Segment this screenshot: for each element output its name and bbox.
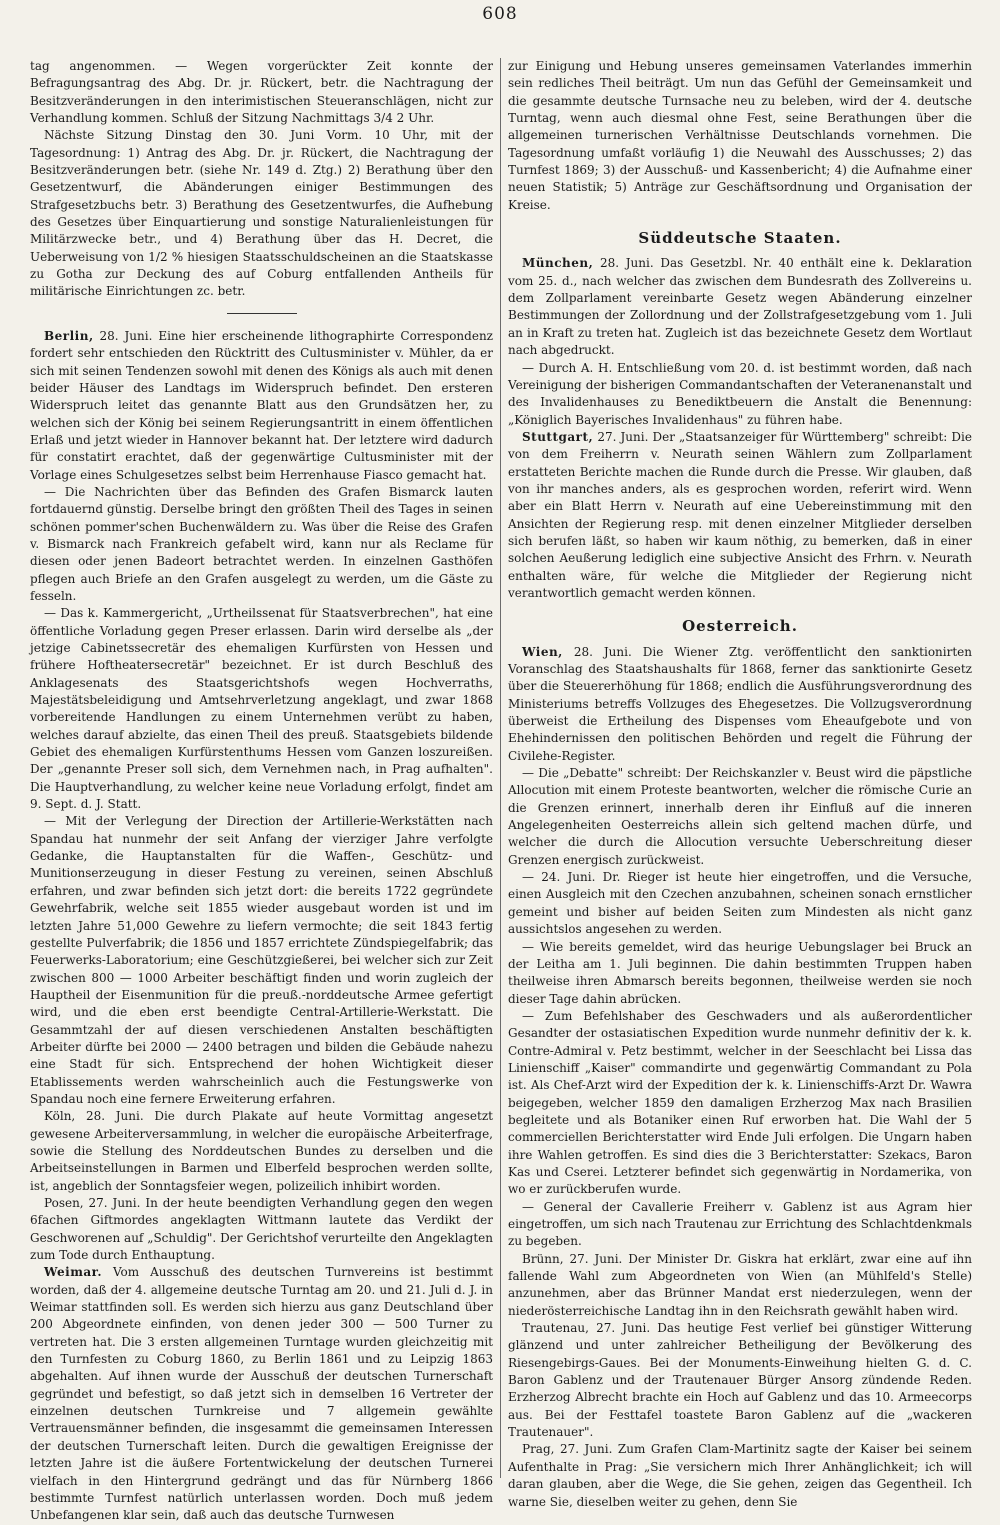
wien-article: [508, 644, 972, 765]
separator-line: [227, 313, 297, 314]
left-column: [30, 58, 493, 1523]
weimar-text: Vom Ausschuß des deutschen Turnvereins ist bestimmt worden, daß der 4. allgemeine deutsche Turntag am 20. und 21. Juli d. J. in Weimar stattfinden soll. Es werden sich hierzu aus ganz Deutschland über 200 Abgeordnete einfinden, von denen jeder 300 — 500 Turner zu vertreten hat. Die 3 ersten allgemeinen Turntage wurden gleichzeitig mit den Turnfesten zu Coburg 1860, zu Berlin 1861 und zu Leipzig 1863 abgehalten. Auf ihnen wurde der Ausschuß der deutschen Turnerschaft gegründet und befestigt, so daß jetzt sich in demselben 16 Vertreter der einzelnen deutschen Turnkreise und 7 allgemein gewählte Vertrauensmänner befinden, die insgesammt die gemeinsamen Interessen der deutschen Turnerschaft leiten. Durch die gewaltigen Ereignisse der letzten Jahre ist die äußere Fortentwickelung der deutschen Turnerei vielfach in den Hintergrund gedrängt und das für Nürnberg 1866 bestimmte Turnfest natürlich unterlassen worden. Doch muß jedem Unbefangenen klar sein, daß auch das deutsche Turnwesen: [30, 1265, 493, 1523]
debatte-news: — Die „Debatte" schreibt: Der Reichskanzler v. Beust wird die päpstliche Allocution mit einem Proteste beantworten, welcher die römische Curie an die Grenzen erinnert, innerhalb deren ihr Einfluß auf die inneren Angelegenheiten Oesterreichs allein sich geltend machen dürfe, und welcher die durch die Allocution versuchte Ueberschreitung dieser Grenzen energisch zurückweist.: [508, 766, 972, 867]
parliament-report: tag angenommen. — Wegen vorgerückter Zeit konnte der Befragungsantrag des Abg. Dr. jr. Rückert, betr. die Nachtragung der Besitzveränderungen in den interimistischen Steueranschlägen, nicht zur Verhandlung kommen. Schluß der Sitzung Nachmittags 3/4 2 Uhr.: [30, 59, 493, 126]
rieger-news: — 24. Juni. Dr. Rieger ist heute hier eingetroffen, und die Versuche, einen Ausgleich mit den Czechen anzubahnen, scheinen sonach ernstlicher gemeint und bisher auf beiden Seiten zum Mindesten als nicht ganz aussichtslos angesehen zu werden.: [508, 870, 972, 937]
muenchen-article: [508, 255, 972, 359]
dateline-berlin: Berlin,: [44, 328, 94, 343]
berlin-article: [30, 328, 493, 484]
spandau-news: — Mit der Verlegung der Direction der Artillerie-Werkstätten nach Spandau hat nunmehr der seit Anfang der vierziger Jahre verfolgte Gedanke, die Hauptanstalten für die Waffen-, Geschütz- und Munitionserzeugung in dieser Festung zu vereinen, seinen Abschluß erfahren, und zwar befinden sich jetzt dort: die bereits 1722 gegründete Gewehrfabrik, welche seit 1855 wieder ausgebaut worden ist und im letzten Jahre 51,000 Gewehre zu liefern vermochte; die seit 1843 fertig gestellte Pulverfabrik; die 1856 und 1857 errichtete Zündspiegelfabrik; das Feuerwerks-Laboratorium; eine Geschützgießerei, bei welcher sich zur Zeit zwischen 800 — 1000 Arbeiter beschäftigt finden und worin zugleich der Hauptheil der Eisenmunition für die preuß.-norddeutsche Armee gefertigt wird, und die eben erst beendigte Central-Artillerie-Werkstatt. Die Gesammtzahl der auf diesen verschiedenen Anstalten beschäftigten Arbeiter dürfte bei 2000 — 2400 betragen und bilden die Gebäude nahezu eine Stadt für sich. Entsprechend der hohen Wichtigkeit dieser Etablissements werden wahrscheinlich auch die Festungswerke von Spandau noch eine fernere Erweiterung erfahren.: [30, 814, 493, 1106]
dateline-stuttgart: Stuttgart,: [522, 429, 594, 444]
kammergericht-news: — Das k. Kammergericht, „Urtheilssenat für Staatsverbrechen", hat eine öffentliche Vorladung gegen Preser erlassen. Darin wird derselbe als „der jetzige Cabinetssecretär des ehemaligen Kurfürsten von Hessen und frühere Hoftheatersecretär" bezeichnet. Er ist durch Beschluß des Anklagesenats des Staatsgerichtshofs wegen Hochverraths, Majestätsbeleidigung und Amtsehrverletzung angeklagt, und zwar 1868 vorbereitende Handlungen zu einem Unternehmen verübt zu haben, welches darauf abzielte, das einen Theil des preuß. Staatsgebiets bildende Gebiet des ehemaligen Kurfürstenthums Hessen vom Ganzen loszureißen. Der „genannte Preser soll sich, dem Vernehmen nach, in Prag aufhalten". Die Hauptverhandlung, zu welcher keine neue Vorladung erfolgt, findet am 9. Sept. d. J. Statt.: [30, 606, 493, 812]
stuttgart-text: 27. Juni. Der „Staatsanzeiger für Württemberg" schreibt: Die von dem Freiherrn v. Neurath seinen Wählern zum Zollparlament erstatteten Berichte machen die Runde durch die Presse. Wir glauben, daß von ihr manches anders, als es gesprochen worden, referirt wird. Wenn aber ein Blatt Herrn v. Neurath auf eine Uebereinstimmung mit den Ansichten der Regierung resp. mit denen einzelner Mitglieder derselben sich berufen läßt, so haben wir kaum nöthig, zu bemerken, daß in einer solchen Aeußerung lediglich eine subjective Ansicht des Frhrn. v. Neurath enthalten wäre, für welche die Mitglieder der Regierung nicht verantwortlich gemacht werden können.: [508, 429, 972, 600]
turntag-continuation: zur Einigung und Hebung unseres gemeinsamen Vaterlandes immerhin sein redliches Theil beiträgt. Um nun das Gefühl der Gemeinsamkeit und die gesammte deutsche Turnsache neu zu beleben, wird der 4. deutsche Turntag, wenn auch diesmal ohne Fest, seine Berathungen über die allgemeinen turnerischen Verhältnisse Deutschlands vornehmen. Die Tagesordnung umfaßt vorläufig 1) die Neuwahl des Ausschusses; 2) das Turnfest 1869; 3) der Ausschuß- und Kassenbericht; 4) die Aufnahme einer neuen Statistik; 5) Anträge zur Geschäftsordnung und Organisation der Kreise.: [508, 59, 972, 212]
right-column: [508, 58, 972, 1509]
expedition-news: — Zum Befehlshaber des Geschwaders und als außerordentlicher Gesandter der ostasiatischen Expedition wurde nunmehr definitiv der k. k. Contre-Admiral v. Petz bestimmt, welcher in der Seeschlacht bei Lissa das Linienschiff „Kaiser" commandirte und gegenwärtig Commandant zu Pola ist. Als Chef-Arzt wird der Expedition der k. k. Linienschiffs-Arzt Dr. Wawra beigegeben, welcher 1859 den damaligen Erzherzog Max nach Brasilien begleitete und als Botaniker einen Ruf erworben hat. Die Wahl der 5 commerciellen Berichterstatter wird Ende Juli erfolgen. Die Ungarn haben ihre Wahlen getroffen. Es sind dies die 3 Berichterstatter: Szekacs, Baron Kas und Cserei. Letzterer befindet sich gegenwärtig in Nordamerika, von wo er zurückberufen wurde.: [508, 1008, 972, 1197]
column-divider: [500, 58, 501, 1478]
section-heading-south-german-states: Süddeutsche Staaten.: [638, 229, 842, 248]
next-session-agenda: Nächste Sitzung Dinstag den 30. Juni Vorm. 10 Uhr, mit der Tagesordnung: 1) Antrag des Abg. Dr. jr. Rückert, die Nachtragung der Besitzveränderungen betr. (siehe Nr. 149 d. Ztg.) 2) Berathung über den Gesetzentwurf, die Abänderungen einiger Bestimmungen des Strafgesetzbuchs betr. 3) Berathung des Gesetzentwurfes, die Aufhebung des Gesetzes über Einquartierung und sonstige Naturalienleistungen für Militärzwecke betr., und 4) Berathung über das H. Decret, die Ueberweisung von 1/2 % hiesigen Staatsschuldscheinen an die Staatskasse zu Gotha zur Deckung des auf Coburg entfallenden Antheils für militärische Einrichtungen zc. betr.: [30, 128, 493, 299]
muenchen-text: 28. Juni. Das Gesetzbl. Nr. 40 enthält eine k. Deklaration vom 25. d., nach welcher das zwischen dem Bundesrath des Zollvereins u. dem Zollparlament vereinbarte Gesetz wegen Abänderung einzelner Bestimmungen der Zollordnung und der Zollstrafgesetzgebung vom 1. Juli an in Kraft zu treten hat. Zugleich ist das bezeichnete Gesetz dem Wortlaut nach abgedruckt.: [508, 256, 972, 358]
berlin-text: 28. Juni. Eine hier erscheinende lithographirte Correspondenz fordert sehr entschieden den Rücktritt des Cultusminister v. Mühler, da er sich mit seinen Tendenzen sowohl mit denen des Königs als auch mit denen beider Häuser des Landtags im Widerspruch befindet. Den ersteren Widerspruch leitet das genannte Blatt aus den Grundsätzen her, zu welchen sich der König bei seinem Regierungsantritt in einem öffentlichen Erlaß und jetzt wieder in Hannover bekannt hat. Der letztere wird dadurch für constatirt erachtet, daß der gegenwärtige Cultusminister mit der Vorlage eines Schulgesetzes selbst beim Herrenhause Fiasco gemacht hat.: [30, 328, 493, 482]
dateline-weimar: Weimar.: [44, 1265, 103, 1280]
koeln-article: Köln, 28. Juni. Die durch Plakate auf heute Vormittag angesetzt gewesene Arbeiterversammlung, in welcher die europäische Arbeiterfrage, sowie die Stellung des Norddeutschen Bundes zu derselben und die Arbeitseinstellungen in Barmen und Elberfeld besprochen werden sollte, ist, angeblich der Sonntagsfeier wegen, polizeilich inhibirt worden.: [30, 1109, 493, 1193]
bismarck-news: — Die Nachrichten über das Befinden des Grafen Bismarck lauten fortdauernd günstig. Derselbe bringt den größten Theil des Tages in seinen schönen pommer'schen Buchenwäldern zu. Was über die Reise des Grafen v. Bismarck nach Frankreich gefabelt wird, kann nur als Reclame für diesen oder jenen Badeort betrachtet werden. In einzelnen Gasthöfen pflegen auch Briefe an den Grafen ausgelegt zu werden, um die Gäste zu fesseln.: [30, 484, 493, 603]
wien-text: 28. Juni. Die Wiener Ztg. veröffentlicht den sanktionirten Voranschlag des Staatshaushalts für 1868, ferner das sanktionirte Gesetz über die Steuererhöhung für 1868; endlich die Ausführungsverordnung des Ministeriums betreffs Vollzuges des Ehegesetzes. Die Vollzugsverordnung überweist die Ertheilung des Dispenses vom Eheaufgebote und von Ehehindernissen den politischen Behörden und regelt die Führung der Civilehe-Register.: [508, 644, 972, 763]
bruenn-article: Brünn, 27. Juni. Der Minister Dr. Giskra hat erklärt, zwar eine auf ihn fallende Wahl zum Abgeordneten von Wien (an Mühlfeld's Stelle) anzunehmen, aber das Brünner Mandat erst niederzulegen, wenn der niederösterreichische Landtag ihn in den Reichsrath gewählt haben wird.: [508, 1251, 972, 1318]
dateline-muenchen: München,: [522, 256, 594, 271]
weimar-article: [30, 1264, 493, 1524]
posen-article: Posen, 27. Juni. In der heute beendigten Verhandlung gegen den wegen 6fachen Giftmordes angeklagten Wittmann lautete das Verdikt der Geschworenen auf „Schuldig". Der Gerichtshof verurteilte den Angeklagten zum Tode durch Enthauptung.: [30, 1196, 493, 1263]
section-heading-austria: Oesterreich.: [682, 617, 798, 636]
invalidenhaus-news: — Durch A. H. Entschließung vom 20. d. ist bestimmt worden, daß nach Vereinigung der bisherigen Commandantschaften der Veteranenanstalt und des Invalidenhauses zu Benediktbeuern die Anstalt die Benennung: „Königlich Bayerisches Invalidenhaus" zu führen habe.: [508, 360, 972, 427]
gablenz-news: — General der Cavallerie Freiherr v. Gablenz ist aus Agram hier eingetroffen, um sich nach Trautenau zur Errichtung des Schlachtdenkmals zu begeben.: [508, 1199, 972, 1249]
prag-article: Prag, 27. Juni. Zum Grafen Clam-Martinitz sagte der Kaiser bei seinem Aufenthalte in Prag: „Sie versichern mich Ihrer Anhänglichkeit; ich will daran glauben, aber die Wege, die Sie gehen, zeigen das Gegentheil. Ich warne Sie, dieselben weiter zu gehen, denn Sie: [508, 1442, 972, 1509]
dateline-wien: Wien,: [522, 644, 563, 659]
page-number: 608: [482, 4, 518, 24]
stuttgart-article: [508, 429, 972, 602]
trautenau-article: Trautenau, 27. Juni. Das heutige Fest verlief bei günstiger Witterung glänzend und unter zahlreicher Betheiligung der Bevölkerung des Riesengebirgs-Gaues. Bei der Monuments-Einweihung hielten G. d. C. Baron Gablenz und der Trautenauer Bürger Ansorg zündende Reden. Erzherzog Albrecht brachte ein Hoch auf Gablenz und das 10. Armeecorps aus. Bei der Festtafel toastete Baron Gablenz auf die „wackeren Trautenauer".: [508, 1321, 972, 1440]
bruck-camp-news: — Wie bereits gemeldet, wird das heurige Uebungslager bei Bruck an der Leitha am 1. Juli beginnen. Die dahin bestimmten Truppen haben theilweise ihren Abmarsch bereits begonnen, theilweise werden sie noch dieser Tage dahin abrücken.: [508, 939, 972, 1006]
